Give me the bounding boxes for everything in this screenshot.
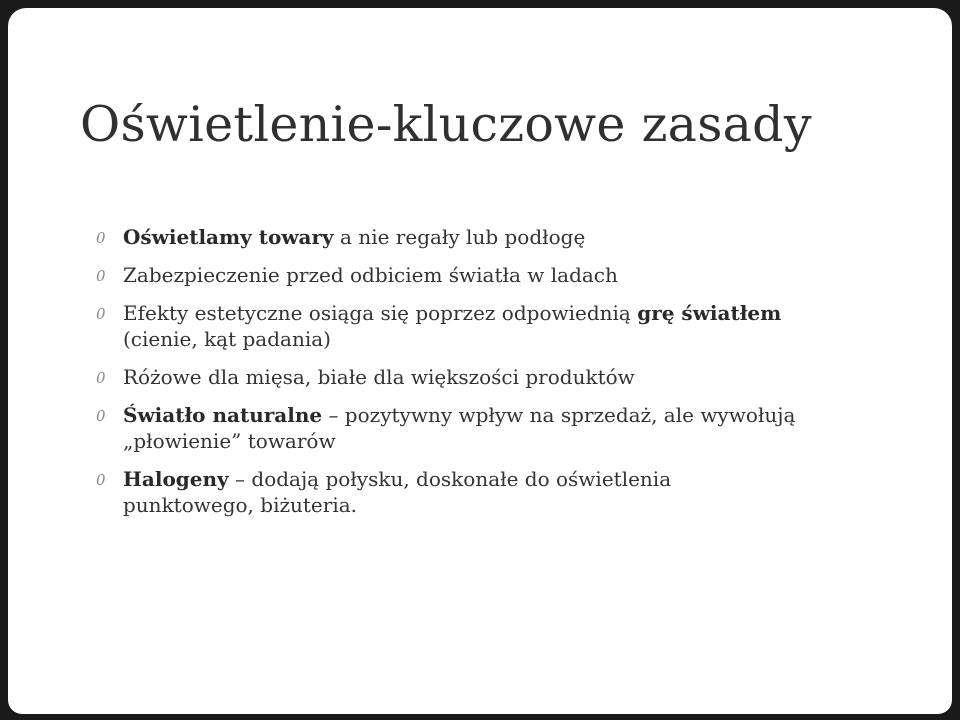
bullet-bold-text: Halogeny: [123, 467, 229, 491]
bullet-item: [96, 466, 796, 518]
slide-title: Oświetlenie-kluczowe zasady: [80, 96, 812, 153]
bullet-item: [96, 300, 796, 352]
bullet-item: [96, 224, 796, 250]
bullet-item: [96, 262, 796, 288]
bullet-text: Efekty estetyczne osiąga się poprzez odpowiednią: [123, 301, 638, 325]
bullet-text: Zabezpieczenie przed odbiciem światła w ladach: [123, 263, 618, 287]
bullet-marker: 0: [96, 305, 106, 323]
bullet-text: a nie regały lub podłogę: [333, 225, 586, 249]
bullet-list: [96, 224, 796, 530]
bullet-bold-text: Światło naturalne: [123, 403, 323, 427]
bullet-text-continued: (cienie, kąt padania): [123, 327, 331, 351]
bullet-bold-text: Oświetlamy towary: [123, 225, 334, 249]
bullet-marker: 0: [96, 471, 106, 489]
bullet-marker: 0: [96, 267, 106, 285]
bullet-text: – dodają połysku, doskonałe do oświetlenia punktowego, biżuteria.: [123, 467, 672, 517]
slide-page: [8, 8, 952, 714]
bullet-text: Różowe dla mięsa, białe dla większości produktów: [123, 365, 635, 389]
bullet-item: [96, 364, 796, 390]
bullet-item: [96, 402, 796, 454]
bullet-bold-text: grę światłem: [637, 301, 782, 325]
bullet-marker: 0: [96, 369, 106, 387]
bullet-marker: 0: [96, 407, 106, 425]
bullet-marker: 0: [96, 229, 106, 247]
bullet-text: – pozytywny wpływ na sprzedaż, ale wywołują „płowienie” towarów: [123, 403, 796, 453]
